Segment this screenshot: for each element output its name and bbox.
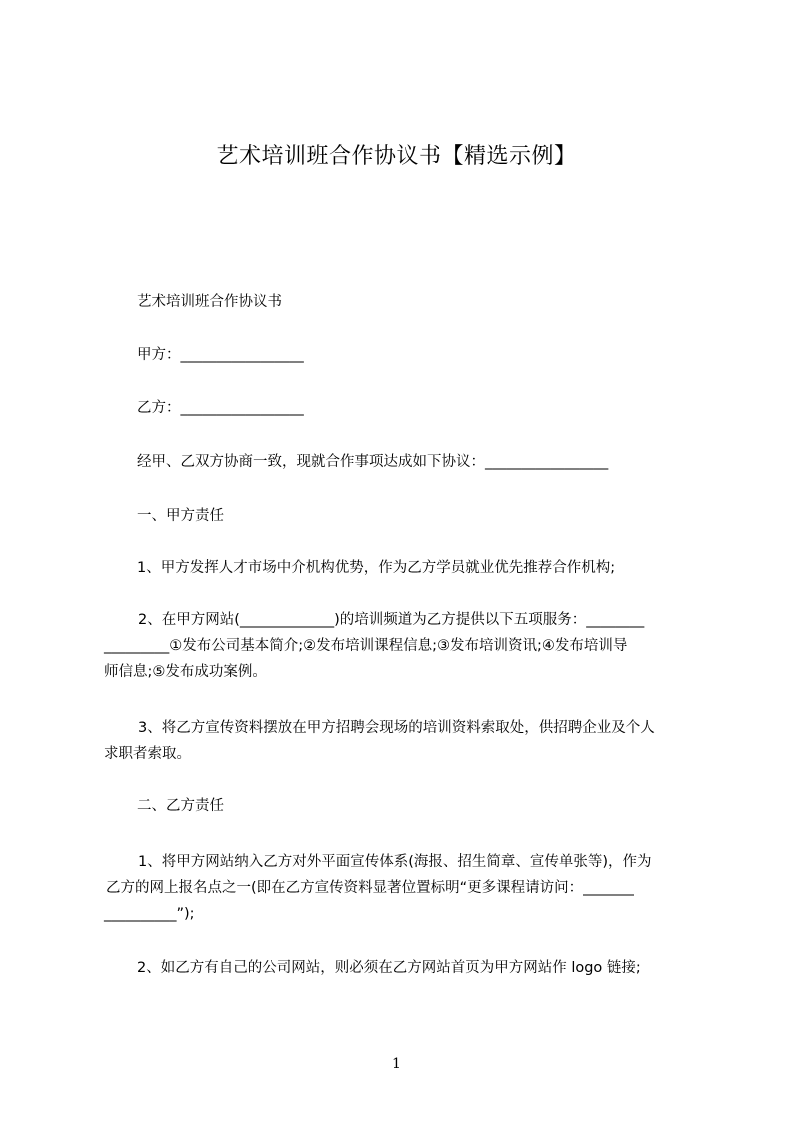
party-a-item-2 (104, 607, 704, 685)
paragraph-line: 求职者索取。 (104, 746, 191, 762)
party-b-item-1 (104, 849, 704, 927)
party-a-item-1: 1、甲方发挥人才市场中介机构优势，作为乙方学员就业优先推荐合作机构; (137, 560, 616, 576)
section-heading-party-a: 一、甲方责任 (137, 508, 224, 524)
paragraph-line: 乙方的网上报名点之一(即在乙方宣传资料显著位置标明“更多课程请访问：_______ (106, 880, 634, 896)
party-a-line: 甲方：_________________ (137, 347, 304, 363)
paragraph-line: 师信息;⑤发布成功案例。 (104, 664, 267, 680)
section-heading-party-b: 二、乙方责任 (137, 798, 224, 814)
party-a-item-3 (104, 715, 704, 767)
paragraph-line: 2、在甲方网站(_____________)的培训频道为乙方提供以下五项服务：________ (138, 612, 645, 628)
party-b-item-2: 2、如乙方有自己的公司网站，则必须在乙方网站首页为甲方网站作 logo 链接; (137, 960, 641, 976)
party-b-line: 乙方：_________________ (137, 400, 304, 416)
intro-line: 经甲、乙双方协商一致，现就合作事项达成如下协议：_________________ (137, 454, 609, 470)
document-title: 艺术培训班合作协议书【精选示例】 (216, 144, 577, 169)
document-subtitle: 艺术培训班合作协议书 (137, 294, 282, 310)
paragraph-line: 3、将乙方宣传资料摆放在甲方招聘会现场的培训资料索取处，供招聘企业及个人 (138, 720, 655, 736)
paragraph-line: __________”); (104, 906, 195, 922)
paragraph-line: _________①发布公司基本简介;②发布培训课程信息;③发布培训资讯;④发布培训导 (104, 638, 628, 654)
page-number: 1 (392, 1056, 401, 1072)
paragraph-line: 1、将甲方网站纳入乙方对外平面宣传体系(海报、招生简章、宣传单张等)，作为 (138, 854, 652, 870)
